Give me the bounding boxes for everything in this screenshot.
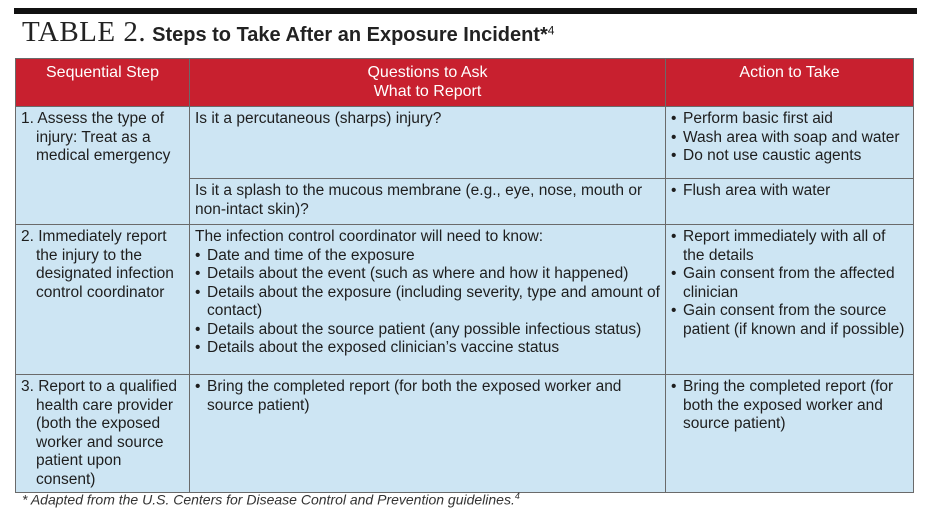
list-item: • Date and time of the exposure <box>195 247 660 266</box>
col-header-action: Action to Take <box>666 59 914 107</box>
step-text: 2. Immediately report the injury to the designated infection control coordinator <box>21 228 174 301</box>
action-cell <box>666 107 914 179</box>
list-item: • Details about the source patient (any possible infectious status) <box>195 321 660 340</box>
question-cell <box>190 107 666 179</box>
col-header-step: Sequential Step <box>16 59 190 107</box>
list-item: • Gain consent from the source patient (if known and if possible) <box>671 302 908 339</box>
step-cell <box>16 225 190 375</box>
table-subtitle: Steps to Take After an Exposure Incident* <box>152 24 548 46</box>
list-item: • Do not use caustic agents <box>671 147 908 166</box>
action-cell <box>666 179 914 225</box>
footnote <box>22 491 520 508</box>
action-cell <box>666 375 914 493</box>
step-text: 3. Report to a qualified health care provider (both the exposed worker and source patient upon consent) <box>21 378 177 488</box>
col-header-questions <box>190 59 666 107</box>
question-cell <box>190 375 666 493</box>
list-item: • Flush area with water <box>671 182 908 201</box>
col-header-questions-text: Questions to Ask What to Report <box>367 64 488 100</box>
list-item: • Gain consent from the affected clinician <box>671 265 908 302</box>
list-item: • Bring the completed report (for both the exposed worker and source patient) <box>195 378 660 415</box>
step-cell <box>16 107 190 225</box>
exposure-steps-table <box>15 58 914 493</box>
question-list <box>195 247 660 358</box>
action-list <box>671 182 908 201</box>
action-list <box>671 378 908 434</box>
top-rule <box>14 8 917 14</box>
table-number: TABLE 2. <box>22 16 147 48</box>
table-title <box>22 16 554 52</box>
list-item: • Details about the exposure (including severity, type and amount of contact) <box>195 284 660 321</box>
step-cell <box>16 375 190 493</box>
header-row <box>16 59 914 107</box>
question-intro: The infection control coordinator will need to know: <box>195 228 544 245</box>
list-item: • Perform basic first aid <box>671 110 908 129</box>
table-row <box>16 107 914 179</box>
action-list <box>671 110 908 166</box>
question-list <box>195 378 660 415</box>
step-text: 1. Assess the type of injury: Treat as a medical emergency <box>21 110 171 164</box>
question-text: Is it a percutaneous (sharps) injury? <box>195 110 442 127</box>
list-item: • Report immediately with all of the details <box>671 228 908 265</box>
table-row <box>16 225 914 375</box>
question-cell <box>190 225 666 375</box>
action-cell <box>666 225 914 375</box>
list-item: • Wash area with soap and water <box>671 129 908 148</box>
footnote-ref: 4 <box>514 491 520 501</box>
question-text: Is it a splash to the mucous membrane (e.g., eye, nose, mouth or non-intact skin)? <box>195 182 643 218</box>
list-item: • Bring the completed report (for both the exposed worker and source patient) <box>671 378 908 434</box>
question-cell <box>190 179 666 225</box>
action-list <box>671 228 908 339</box>
table-row <box>16 375 914 493</box>
subtitle-ref: 4 <box>547 23 555 38</box>
list-item: • Details about the exposed clinician’s vaccine status <box>195 339 660 358</box>
list-item: • Details about the event (such as where and how it happened) <box>195 265 660 284</box>
footnote-text: * Adapted from the U.S. Centers for Disease Control and Prevention guidelines. <box>22 491 515 508</box>
